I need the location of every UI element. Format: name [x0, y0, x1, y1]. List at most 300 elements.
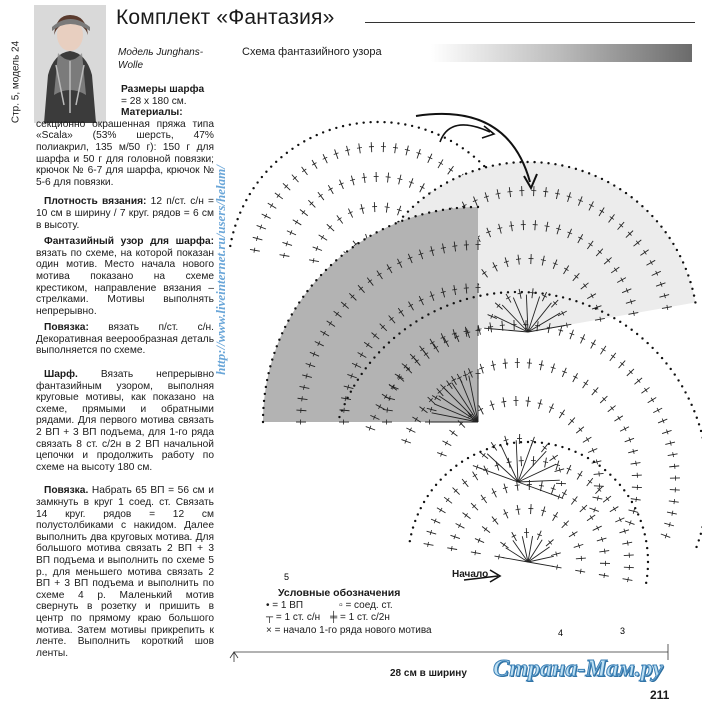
chain-dot: [349, 123, 351, 125]
chain-dot: [281, 332, 283, 334]
chain-dot: [472, 296, 474, 298]
chain-dot: [437, 134, 439, 136]
chain-dot: [668, 237, 670, 239]
chain-dot: [682, 261, 684, 263]
chain-dot: [421, 213, 423, 215]
chain-dot: [346, 397, 348, 399]
density-body: 12 п/ст. с/н = 10 см в ширину / 7 круг. рядов = 6 см в высоту.: [36, 196, 214, 230]
chain-dot: [461, 461, 463, 463]
chain-dot: [273, 352, 275, 354]
chain-dot: [619, 484, 621, 486]
stitch-crossbar: [628, 577, 629, 582]
stitch-mark: [463, 513, 471, 519]
chain-dot: [252, 187, 254, 189]
chain-dot: [422, 197, 424, 199]
chain-dot: [280, 156, 282, 158]
chain-dot: [284, 326, 286, 328]
stitch-crossbar: [580, 569, 581, 574]
stitch-crossbar: [584, 382, 588, 385]
stitch-crossbar: [284, 253, 285, 258]
arrow-head-left: [482, 126, 494, 138]
chain-dot: [265, 386, 267, 388]
chain-dot: [467, 457, 469, 459]
stitch-crossbar: [337, 218, 341, 221]
stitch-mark: [521, 456, 522, 466]
materials-body: секционно окрашенная пряжа типа «Scala» (53% шерсть, 47% полиакрил, 135 м/50 г): 150 г для шарфа и 50 г для головной повязки; крючок № 6-7 для шарфа, крючок № 5-6 для повязки.: [36, 119, 214, 188]
stitch-mark: [529, 359, 530, 369]
chain-dot: [587, 457, 589, 459]
chain-dot: [397, 122, 399, 124]
stitch-crossbar: [557, 565, 558, 570]
chain-dot: [320, 274, 322, 276]
stitch-mark: [327, 224, 334, 231]
chain-dot: [630, 196, 632, 198]
chain-dot: [325, 269, 327, 271]
materials-head: Материалы:: [121, 107, 183, 118]
chain-dot: [343, 403, 345, 405]
chain-dot: [427, 313, 429, 315]
motif-3: [262, 206, 481, 425]
stitch-crossbar: [543, 462, 548, 463]
chain-dot: [644, 533, 646, 535]
chain-dot: [378, 351, 380, 353]
chain-dot: [353, 384, 355, 386]
stitch-mark: [619, 361, 626, 368]
chain-dot: [357, 242, 359, 244]
chain-dot: [527, 441, 529, 443]
stitch-mark: [627, 369, 634, 376]
chain-dot: [473, 454, 475, 456]
stitch-crossbar: [503, 543, 506, 547]
stitch-mark: [577, 471, 582, 480]
stitch-crossbar: [604, 549, 605, 554]
chain-dot: [645, 582, 647, 584]
chain-dot: [471, 170, 473, 172]
stitch-crossbar: [604, 573, 605, 578]
chain-dot: [582, 302, 584, 304]
stitch-mark: [374, 202, 375, 212]
chain-dot: [275, 161, 277, 163]
stitch-crossbar: [618, 416, 621, 420]
chain-dot: [528, 291, 530, 293]
chain-dot: [376, 121, 378, 123]
chain-dot: [428, 211, 430, 213]
chain-dot: [462, 147, 464, 149]
stitch-mark: [610, 353, 616, 361]
chain-dot: [278, 339, 280, 341]
stitch-mark: [632, 475, 642, 476]
chain-dot: [230, 238, 232, 240]
site-logo: Страна-Мам.ру: [493, 656, 663, 683]
chain-dot: [470, 206, 472, 208]
stitch-crossbar: [451, 546, 452, 551]
stitch-mark: [444, 497, 452, 503]
chain-dot: [453, 302, 455, 304]
stitch-mark: [634, 378, 642, 384]
chain-dot: [421, 317, 423, 319]
chain-dot: [637, 513, 639, 515]
stitch-crossbar: [357, 148, 362, 149]
stitch-crossbar: [313, 258, 314, 263]
stitch-crossbar: [362, 177, 367, 178]
headband-body: Набрать 65 ВП = 56 см и замкнуть в круг 1 соед. ст. Связать 14 круг. рядов = 12 см полустолбиками с накидом. Далее выполнить два круговых мотива. Для большого мотива связать 2 ВП + 3 ВП подъема и выполнить по схеме 5 р., для меньшего мотива связать 2 ВП + 3 ВП подъема и выполнить по схеме 4 р. Маленький мотив свернуть в розетку и пришить в центр по прямому краю большого мотива. Затем мотивы прикрепить к ленте. Выполнить короткий шов ленты.: [36, 485, 214, 658]
chain-dot: [375, 231, 377, 233]
chain-dot: [444, 474, 446, 476]
legend-row-3: [266, 625, 496, 638]
chain-dot: [651, 347, 653, 349]
stitch-crossbar: [295, 220, 298, 224]
stitch-mark: [559, 410, 564, 418]
stitch-crossbar: [254, 248, 255, 253]
chain-dot: [679, 255, 681, 257]
chain-dot: [477, 206, 479, 208]
chain-dot: [395, 222, 397, 224]
stitch-mark: [608, 406, 616, 412]
headband-head: Повязка.: [44, 485, 88, 496]
chain-dot: [588, 172, 590, 174]
legend-slip-stitch: ▫ = соед. ст.: [339, 600, 393, 613]
chain-dot: [427, 495, 429, 497]
chain-dot: [234, 224, 236, 226]
sizes-value: = 28 х 180 см.: [121, 96, 187, 107]
chain-dot: [561, 446, 563, 448]
stitch-crossbar: [526, 401, 531, 402]
band-head: Повязка:: [44, 322, 89, 333]
stitch-mark: [437, 508, 446, 513]
stitch-crossbar: [473, 474, 477, 477]
chain-dot: [656, 352, 658, 354]
chain-dot: [646, 547, 648, 549]
chain-dot: [415, 320, 417, 322]
chain-dot: [664, 231, 666, 233]
chain-dot: [390, 121, 392, 123]
chain-dot: [434, 188, 436, 190]
stitch-mark: [292, 175, 299, 182]
chain-dot: [520, 441, 522, 443]
chain-dot: [594, 175, 596, 177]
stitch-crossbar: [321, 235, 324, 239]
stitch-mark: [302, 167, 308, 175]
stitch-mark: [386, 203, 387, 213]
row-number-4: 4: [558, 628, 563, 638]
stitch-mark: [275, 193, 283, 199]
stitch-mark: [293, 220, 302, 225]
stitch-mark: [462, 479, 468, 487]
chain-dot: [486, 293, 488, 295]
chain-dot: [335, 127, 337, 129]
stitch-crossbar: [572, 532, 575, 536]
stitch-mark: [587, 478, 593, 486]
chain-dot: [607, 181, 609, 183]
chain-dot: [382, 228, 384, 230]
chain-dot: [674, 373, 676, 375]
chain-dot: [369, 121, 371, 123]
chain-dot: [514, 291, 516, 293]
chain-dot: [287, 319, 289, 321]
stitch-crossbar: [601, 348, 605, 351]
chain-dot: [685, 268, 687, 270]
chain-dot: [256, 181, 258, 183]
chain-dot: [485, 166, 487, 168]
chain-dot: [661, 357, 663, 359]
chain-dot: [330, 264, 332, 266]
chain-dot: [446, 304, 448, 306]
chain-dot: [356, 122, 358, 124]
stitch-crossbar: [553, 456, 556, 460]
chain-dot: [463, 206, 465, 208]
watermark-text: http://www.liveinternet.ru/users/helam/: [213, 165, 229, 375]
pattern-head: Фантазийный узор для шарфа:: [44, 236, 214, 247]
chain-dot: [493, 292, 495, 294]
chain-dot: [239, 211, 241, 213]
motif-5: [409, 441, 650, 584]
chain-dot: [562, 296, 564, 298]
pattern-paragraph: [36, 236, 214, 317]
stitch-crossbar: [270, 203, 273, 207]
stitch-crossbar: [481, 497, 485, 500]
stitch-mark: [603, 496, 611, 502]
stitch-mark: [631, 463, 641, 465]
stitch-crossbar: [385, 207, 390, 208]
stitch-crossbar: [636, 497, 637, 502]
chain-dot: [408, 217, 410, 219]
chain-dot: [467, 151, 469, 153]
center-spoke: [516, 440, 518, 482]
stitch-crossbar: [465, 513, 468, 517]
chain-dot: [346, 250, 348, 252]
chain-dot: [670, 368, 672, 370]
chain-dot: [614, 478, 616, 480]
center-spoke: [518, 482, 557, 496]
stitch-crossbar: [672, 511, 673, 516]
chain-dot: [634, 507, 636, 509]
chain-dot: [548, 443, 550, 445]
chain-dot: [417, 513, 419, 515]
chain-dot: [456, 143, 458, 145]
chain-dot: [619, 321, 621, 323]
chain-dot: [369, 235, 371, 237]
row-number-5: 5: [284, 572, 289, 582]
chain-dot: [677, 379, 679, 381]
chain-dot: [541, 292, 543, 294]
stitch-crossbar: [636, 461, 637, 466]
density-head: Плотность вязания:: [44, 196, 146, 207]
chain-dot: [647, 568, 649, 570]
chain-dot: [338, 416, 340, 418]
chain-dot: [242, 205, 244, 207]
stitch-mark: [480, 452, 488, 458]
stitch-mark: [546, 540, 553, 547]
page-reference-text: Стр. 5, модель 24: [11, 41, 22, 123]
center-spoke: [487, 454, 518, 482]
chain-dot: [266, 379, 268, 381]
stitch-mark: [449, 430, 457, 436]
chain-dot: [533, 161, 535, 163]
chain-dot: [684, 391, 686, 393]
materials-paragraph-start: [121, 107, 214, 119]
chain-dot: [291, 148, 293, 150]
stitch-mark: [505, 359, 506, 369]
direction-arrow-left: [440, 125, 490, 142]
chain-dot: [687, 274, 689, 276]
chain-dot: [656, 220, 658, 222]
chain-dot: [672, 243, 674, 245]
chain-dot: [465, 172, 467, 174]
stitch-mark: [571, 497, 577, 505]
stitch-mark: [312, 160, 317, 169]
stitch-mark: [553, 512, 558, 521]
stitch-mark: [283, 183, 290, 190]
chain-dot: [402, 215, 404, 217]
chain-dot: [357, 379, 359, 381]
chain-dot: [341, 409, 343, 411]
chain-dot: [548, 293, 550, 295]
chain-dot: [294, 307, 296, 309]
chain-dot: [604, 469, 606, 471]
stitch-crossbar: [673, 452, 674, 457]
chain-dot: [555, 295, 557, 297]
chain-dot: [352, 246, 354, 248]
page-title: Комплект «Фантазия»: [116, 6, 335, 30]
chain-dot: [651, 215, 653, 217]
chain-dot: [342, 125, 344, 127]
chain-dot: [521, 291, 523, 293]
chain-dot: [249, 193, 251, 195]
chain-dot: [541, 442, 543, 444]
stitch-mark: [318, 192, 324, 200]
chain-dot: [409, 540, 411, 542]
stitch-mark: [319, 235, 327, 240]
chain-dot: [270, 165, 272, 167]
stitch-crossbar: [452, 431, 455, 435]
stitch-mark: [576, 427, 584, 433]
density-paragraph: [36, 196, 214, 231]
chain-dot: [245, 199, 247, 201]
chain-dot: [262, 414, 264, 416]
schema-header-bar: [242, 44, 692, 62]
chain-dot: [261, 176, 263, 178]
center-spoke: [518, 480, 560, 482]
stitch-crossbar: [644, 388, 647, 392]
chain-dot: [404, 328, 406, 330]
chain-dot: [681, 385, 683, 387]
chain-dot: [322, 131, 324, 133]
page-reference: [4, 34, 28, 130]
chain-dot: [276, 345, 278, 347]
stitch-mark: [531, 504, 532, 514]
chain-dot: [506, 443, 508, 445]
chain-dot: [412, 526, 414, 528]
chain-dot: [361, 373, 363, 375]
chain-dot: [588, 305, 590, 307]
stitch-crossbar: [440, 508, 443, 512]
model-label: Модель Junghans-Wolle: [118, 46, 213, 72]
chain-dot: [623, 489, 625, 491]
chain-dot: [267, 372, 269, 374]
instructions-text: [36, 84, 214, 664]
chain-dot: [645, 540, 647, 542]
legend-row-2: [266, 612, 496, 625]
chain-dot: [505, 162, 507, 164]
chain-dot: [383, 346, 385, 348]
band-paragraph: [36, 322, 214, 357]
stitch-mark: [395, 143, 396, 153]
chain-dot: [694, 301, 696, 303]
chain-dot: [598, 465, 600, 467]
stitch-mark: [527, 397, 528, 407]
chain-dot: [303, 140, 305, 142]
chain-dot: [479, 295, 481, 297]
chain-dot: [315, 279, 317, 281]
chain-dot: [646, 210, 648, 212]
stitch-mark: [533, 456, 534, 466]
chain-dot: [646, 342, 648, 344]
chain-dot: [478, 168, 480, 170]
stitch-mark: [669, 466, 679, 467]
chain-dot: [262, 407, 264, 409]
stitch-mark: [481, 495, 487, 503]
stitch-crossbar: [539, 485, 544, 486]
chain-dot: [691, 288, 693, 290]
chain-dot: [428, 192, 430, 194]
chain-dot: [440, 307, 442, 309]
sizes-head: Размеры шарфа: [121, 84, 204, 95]
stitch-crossbar: [627, 541, 628, 546]
stitch-mark: [599, 551, 609, 552]
chain-dot: [625, 325, 627, 327]
chain-dot: [302, 296, 304, 298]
chain-dot: [401, 220, 403, 222]
stitch-mark: [569, 532, 578, 537]
chain-dot: [486, 448, 488, 450]
stitch-mark: [268, 203, 276, 208]
chain-dot: [547, 162, 549, 164]
chain-dot: [647, 554, 649, 556]
stitch-mark: [631, 499, 641, 500]
chain-dot: [696, 417, 698, 419]
legend-title: Условные обозначения: [278, 587, 496, 600]
stitch-mark: [364, 173, 365, 183]
stitch-mark: [500, 542, 508, 548]
chain-dot: [309, 137, 311, 139]
chain-dot: [660, 225, 662, 227]
row-number-3: 3: [620, 626, 625, 636]
stitch-mark: [388, 173, 389, 183]
chain-dot: [473, 155, 475, 157]
stitch-mark: [583, 437, 592, 442]
stitch-crossbar: [386, 177, 391, 178]
legend-double-crochet: ┬ = 1 ст. с/н: [266, 612, 320, 625]
chain-dot: [311, 284, 313, 286]
stitch-crossbar: [312, 163, 316, 166]
chain-dot: [414, 215, 416, 217]
chain-dot: [328, 129, 330, 131]
legend-treble: ╪ = 1 ст. с/2н: [330, 612, 390, 625]
band-body: вязать п/ст. с/н. Декоративная веерообразная деталь выполняется по схеме.: [36, 322, 214, 356]
chain-dot: [450, 469, 452, 471]
stitch-crossbar: [515, 485, 520, 486]
stitch-crossbar: [491, 365, 496, 366]
stitch-crossbar: [516, 509, 521, 510]
chain-dot: [631, 501, 633, 503]
chain-dot: [693, 410, 695, 412]
chain-dot: [450, 140, 452, 142]
chain-dot: [440, 478, 442, 480]
width-axis-left-arrow: [230, 652, 238, 662]
chain-dot: [627, 495, 629, 497]
chain-dot: [641, 337, 643, 339]
chain-dot: [263, 400, 265, 402]
